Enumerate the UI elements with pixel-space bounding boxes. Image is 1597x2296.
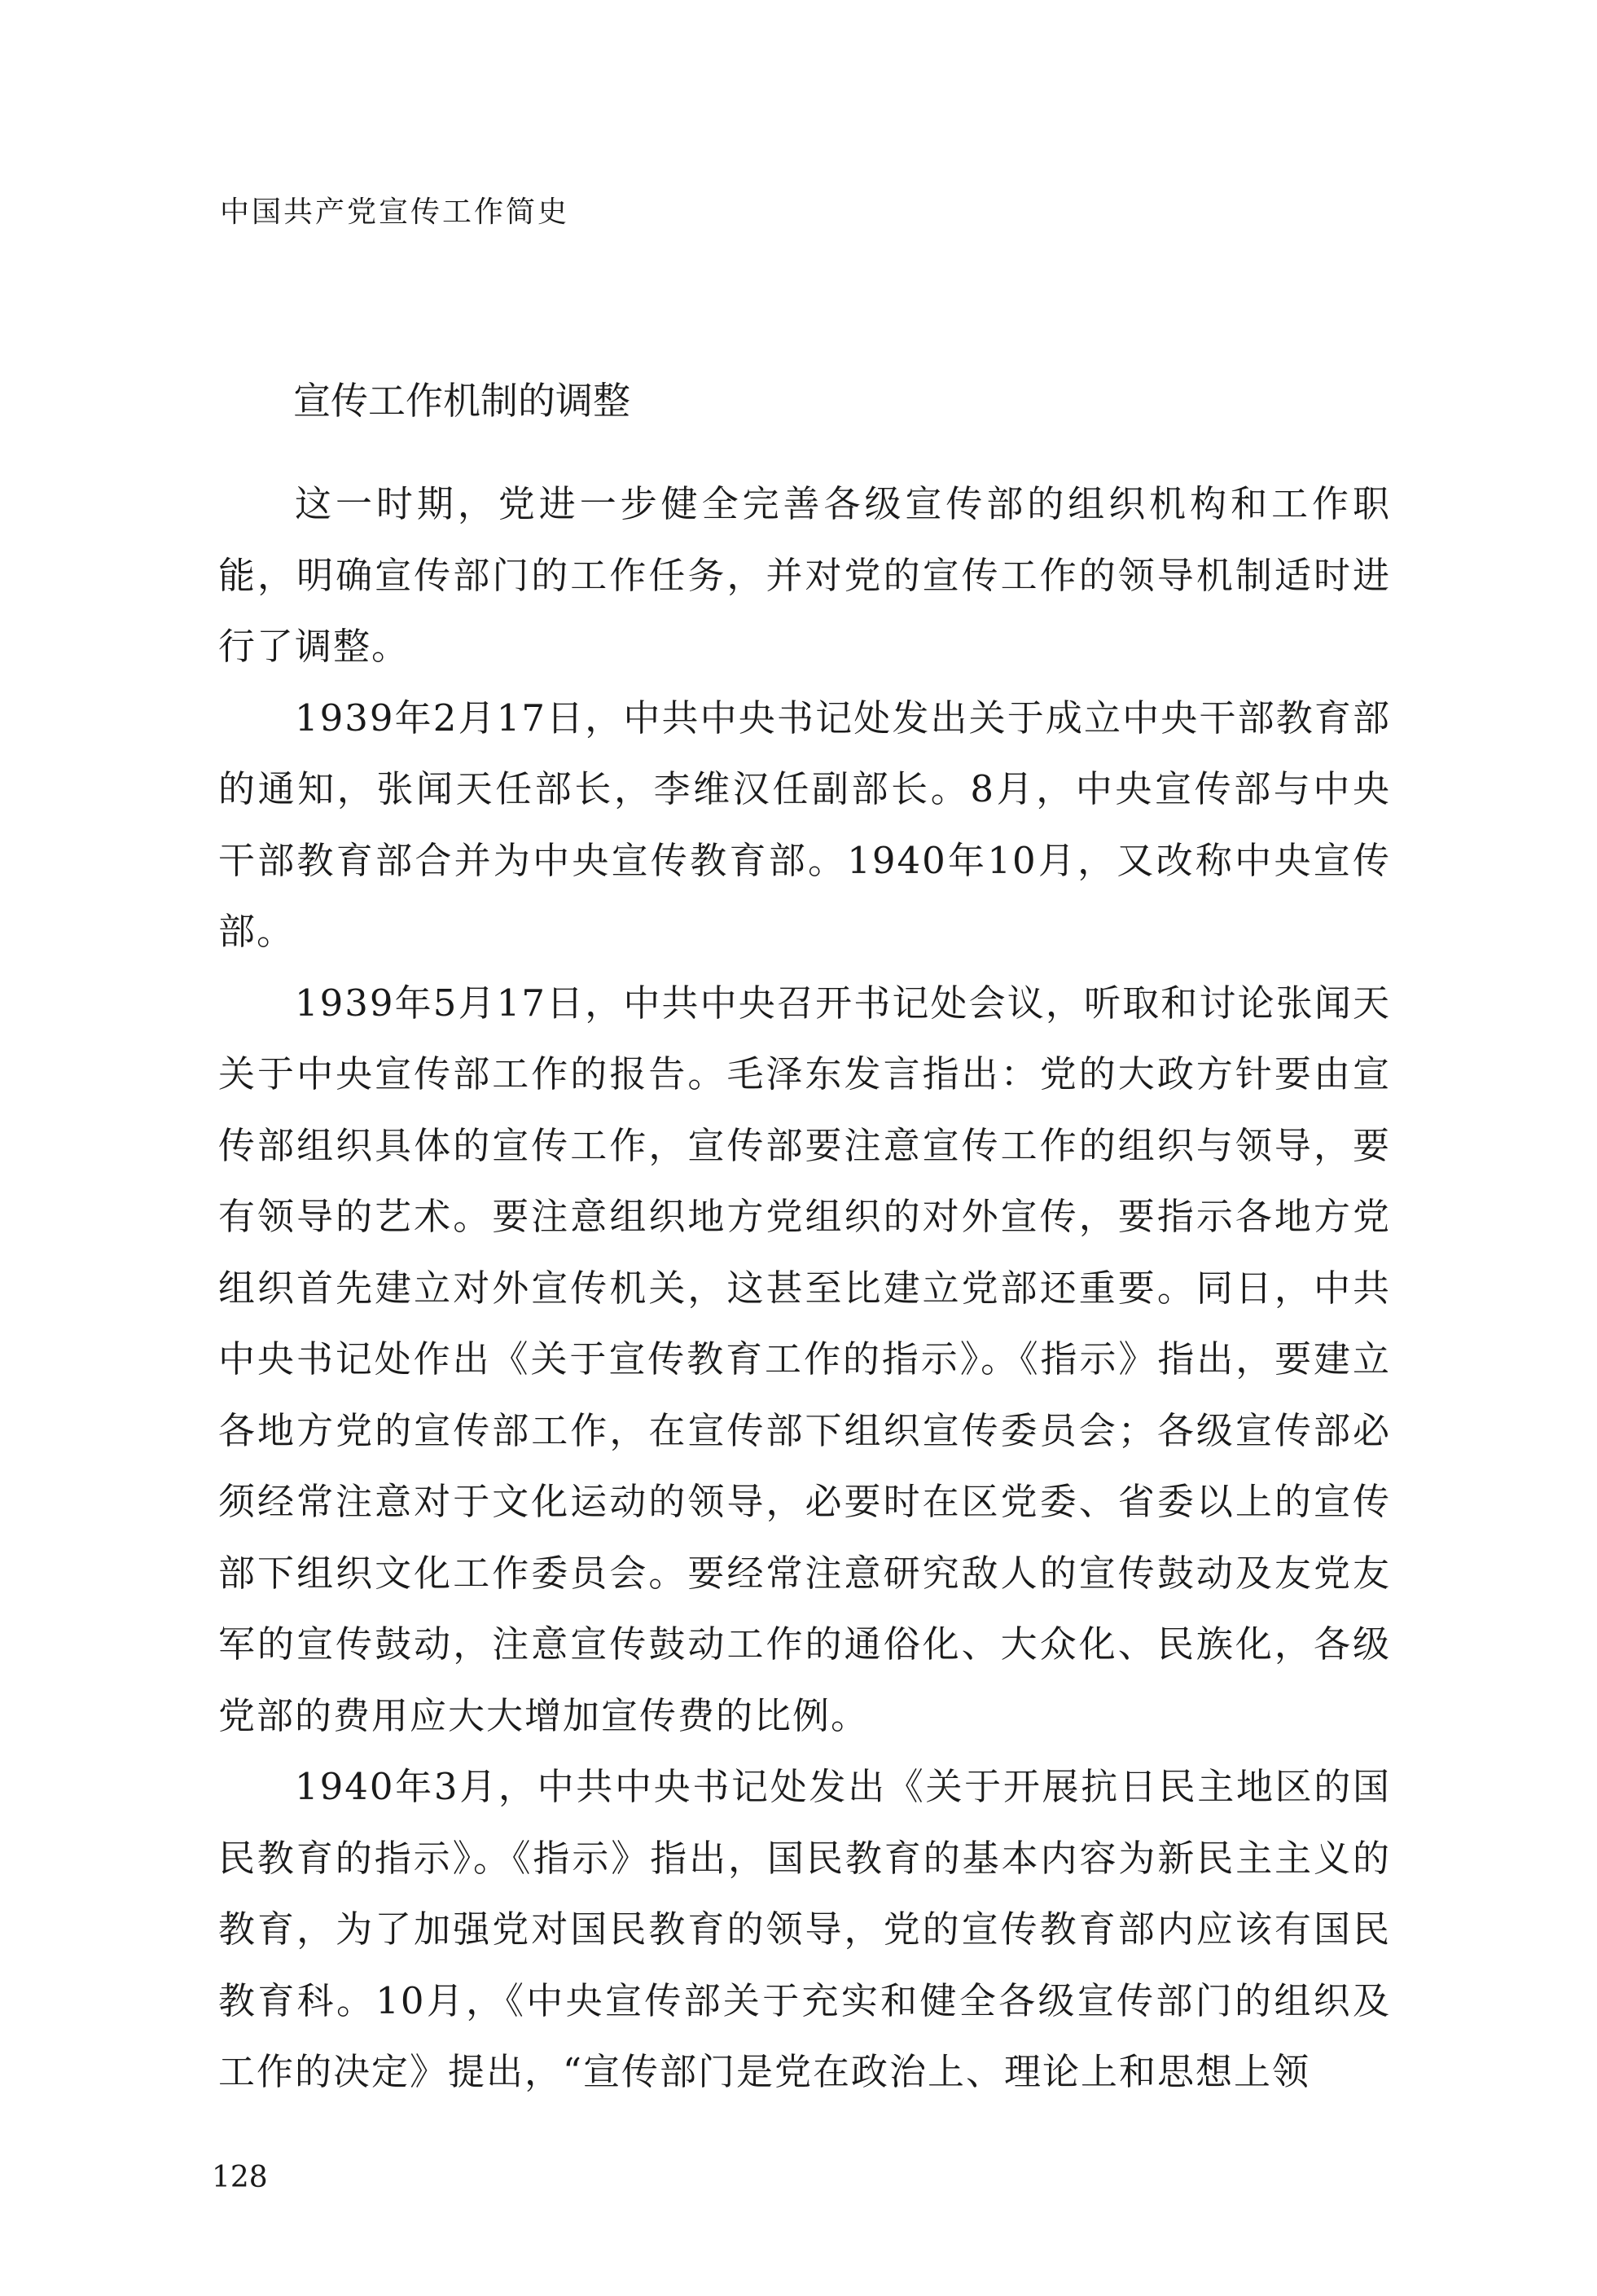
paragraph-4: 1940年3月，中共中央书记处发出《关于开展抗日民主地区的国民教育的指示》。《指示》指出，国民教育的基本内容为新民主主义的教育，为了加强党对国民教育的领导，党的宣传教育部内应该有国民教育科。10月，《中央宣传部关于充实和健全各级宣传部门的组织及工作的决定》提出，“宣传部门是党在政治上、理论上和思想上领 <box>218 1765 1391 2093</box>
section-heading: 宣传工作机制的调整 <box>293 379 630 423</box>
paragraph-3: 1939年5月17日，中共中央召开书记处会议，听取和讨论张闻天关于中央宣传部工作的报告。毛泽东发言指出：党的大政方针要由宣传部组织具体的宣传工作，宣传部要注意宣传工作的组织与领导，要有领导的艺术。要注意组织地方党组织的对外宣传，要指示各地方党组织首先建立对外宣传机关，这甚至比建立党部还重要。同日，中共中央书记处作出《关于宣传教育工作的指示》。《指示》指出，要建立各地方党的宣传部工作，在宣传部下组织宣传委员会；各级宣传部必须经常注意对于文化运动的领导，必要时在区党委、省委以上的宣传部下组织文化工作委员会。要经常注意研究敌人的宣传鼓动及友党友军的宣传鼓动，注意宣传鼓动工作的通俗化、大众化、民族化，各级党部的费用应大大增加宣传费的比例。 <box>218 981 1391 1737</box>
body-text <box>218 468 1391 2108</box>
page-number: 128 <box>212 2161 268 2194</box>
paragraph-1: 这一时期，党进一步健全完善各级宣传部的组织机构和工作职能，明确宣传部门的工作任务，并对党的宣传工作的领导机制适时进行了调整。 <box>218 482 1391 668</box>
running-header: 中国共产党宣传工作简史 <box>220 195 570 229</box>
paragraph-2: 1939年2月17日，中共中央书记处发出关于成立中央干部教育部的通知，张闻天任部长，李维汉任副部长。8月，中央宣传部与中央干部教育部合并为中央宣传教育部。1940年10月，又改称中央宣传部。 <box>218 696 1391 953</box>
